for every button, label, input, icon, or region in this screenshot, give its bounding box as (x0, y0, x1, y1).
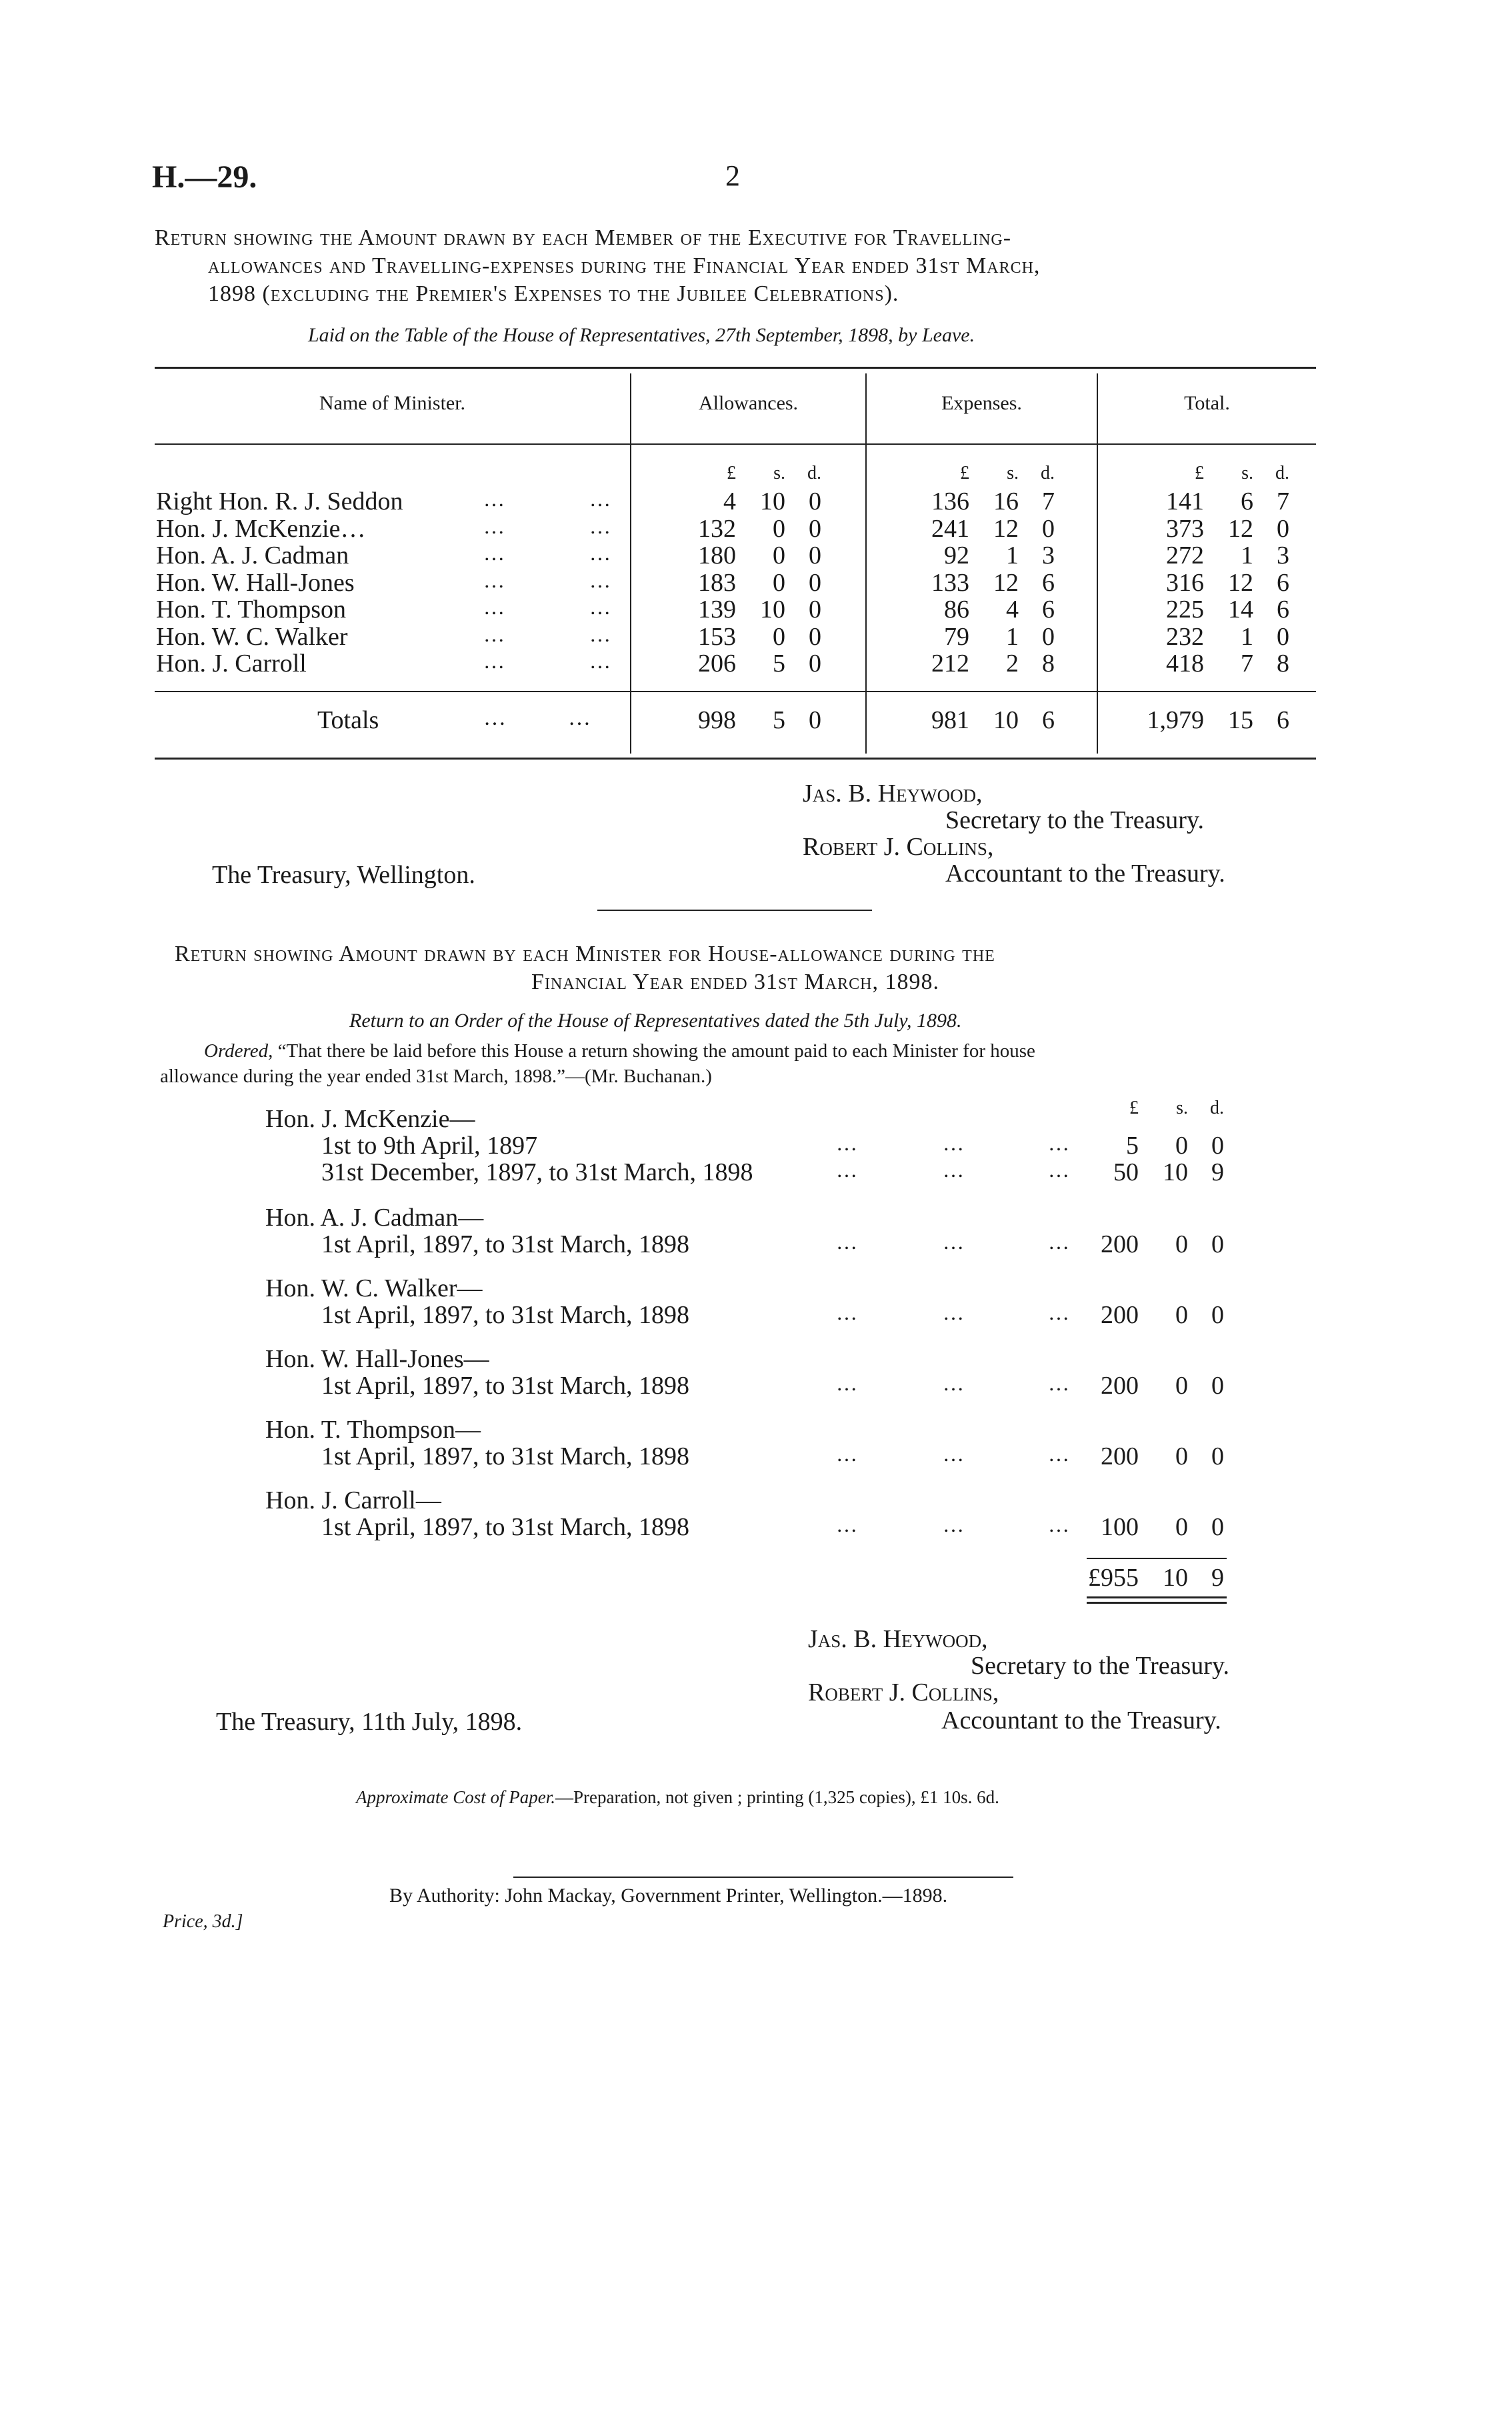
return2-ordered-line2: allowance during the year ended 31st March, 1898.”—(Mr. Buchanan.) (160, 1066, 712, 1087)
row-total-shillings: 12 (1228, 569, 1253, 597)
leader-dots: … (589, 595, 615, 619)
row-total-pounds: 272 (1166, 541, 1204, 569)
leader-dots: … (943, 1131, 968, 1155)
return1-title-line2: allowances and Travelling-expenses during the Financial Year ended 31st March, (208, 253, 1041, 278)
minister-name: Hon. W. C. Walker (156, 623, 348, 651)
house-amount-pounds: 200 (1101, 1230, 1139, 1258)
leader-dots: … (483, 649, 509, 673)
return1-sig1-name: Jas. B. Heywood, (803, 780, 983, 808)
house-allowance-double-rule-1 (1087, 1596, 1227, 1598)
house-period: 31st December, 1897, to 31st March, 1898 (321, 1158, 753, 1186)
expense-pence: 7 (1042, 487, 1055, 515)
price: Price, 3d.] (163, 1911, 243, 1932)
return2-place: The Treasury, 11th July, 1898. (216, 1708, 523, 1736)
row-total-shillings: 12 (1228, 515, 1253, 543)
leader-dots: … (836, 1512, 861, 1536)
allowance-shillings: 5 (773, 650, 785, 678)
minister-name: Hon. T. Thompson (156, 595, 347, 624)
expense-pounds: 212 (931, 650, 969, 678)
expense-pounds: 133 (931, 569, 969, 597)
leader-dots: … (1048, 1300, 1073, 1324)
leader-dots: … (836, 1442, 861, 1466)
row-total-shillings: 7 (1241, 650, 1253, 678)
leader-dots: … (589, 622, 615, 646)
expense-pounds: 86 (944, 595, 969, 624)
page-number: 2 (725, 159, 740, 192)
leader-dots: … (836, 1131, 861, 1155)
expense-shillings: 1 (1006, 541, 1019, 569)
allowance-pounds: 132 (698, 515, 736, 543)
expense-pence: 0 (1042, 515, 1055, 543)
leader-dots: … (836, 1158, 861, 1182)
expense-shillings: 2 (1006, 650, 1019, 678)
table-col-divider-1 (630, 373, 631, 754)
house-amount-pence: 0 (1211, 1132, 1224, 1160)
house-unit-shillings: s. (1176, 1098, 1188, 1118)
leader-dots: … (483, 568, 509, 592)
house-amount-pence: 0 (1211, 1372, 1224, 1400)
allowance-shillings: 0 (773, 541, 785, 569)
expense-pence: 8 (1042, 650, 1055, 678)
house-amount-shillings: 0 (1175, 1301, 1188, 1329)
house-amount-pounds: 200 (1101, 1442, 1139, 1470)
leader-dots: … (1048, 1442, 1073, 1466)
expense-pounds: 241 (931, 515, 969, 543)
leader-dots: … (943, 1300, 968, 1324)
leader-dots: … (589, 514, 615, 538)
return1-title-line3: 1898 (excluding the Premier's Expenses to the Jubilee Celebrations). (208, 281, 899, 306)
allowance-pounds: 4 (723, 487, 736, 515)
return1-place: The Treasury, Wellington. (212, 861, 475, 889)
house-period: 1st April, 1897, to 31st March, 1898 (321, 1301, 690, 1329)
leader-dots: … (943, 1512, 968, 1536)
leader-dots: … (1048, 1230, 1073, 1254)
leader-dots: … (1048, 1512, 1073, 1536)
row-total-pounds: 141 (1166, 487, 1204, 515)
leader-dots: … (1048, 1371, 1073, 1395)
house-period: 1st April, 1897, to 31st March, 1898 (321, 1230, 690, 1258)
return2-sig1-name: Jas. B. Heywood, (808, 1625, 988, 1653)
expense-shillings: 16 (993, 487, 1019, 515)
minister-name: Hon. J. McKenzie… (156, 515, 366, 543)
expenses-unit-shillings: s. (1007, 463, 1019, 483)
leader-dots: … (1048, 1131, 1073, 1155)
house-amount-pence: 0 (1211, 1442, 1224, 1470)
house-minister-name: Hon. J. Carroll— (265, 1486, 441, 1514)
row-total-pence: 0 (1277, 515, 1289, 543)
allowance-pence: 0 (809, 541, 821, 569)
totals-expenses-shillings: 10 (993, 706, 1019, 734)
leader-dots: … (483, 541, 509, 565)
house-amount-shillings: 0 (1175, 1230, 1188, 1258)
allowance-pounds: 153 (698, 623, 736, 651)
leader-dots: … (589, 541, 615, 565)
total-unit-pounds: £ (1195, 463, 1204, 483)
allowances-unit-pounds: £ (727, 463, 736, 483)
house-amount-shillings: 0 (1175, 1372, 1188, 1400)
leader-dots: … (1048, 1158, 1073, 1182)
leader-dots: … (836, 1300, 861, 1324)
printer-authority: By Authority: John Mackay, Government Printer, Wellington.—1898. (389, 1885, 948, 1907)
allowance-pence: 0 (809, 623, 821, 651)
row-total-pounds: 316 (1166, 569, 1204, 597)
leader-dots: … (589, 568, 615, 592)
house-unit-pence: d. (1210, 1098, 1224, 1118)
house-minister-name: Hon. W. C. Walker— (265, 1274, 483, 1302)
totals-grand-pounds: 1,979 (1147, 706, 1204, 734)
house-unit-pounds: £ (1129, 1098, 1139, 1118)
house-amount-pence: 0 (1211, 1230, 1224, 1258)
house-grand-total-shillings: 10 (1163, 1564, 1188, 1592)
row-total-pounds: 373 (1166, 515, 1204, 543)
expense-pence: 0 (1042, 623, 1055, 651)
house-amount-pounds: 200 (1101, 1301, 1139, 1329)
house-amount-pence: 0 (1211, 1513, 1224, 1541)
row-total-pence: 6 (1277, 569, 1289, 597)
house-period: 1st April, 1897, to 31st March, 1898 (321, 1513, 690, 1541)
return2-title-line2: Financial Year ended 31st March, 1898. (531, 970, 939, 994)
totals-grand-pence: 6 (1277, 706, 1289, 734)
return1-laid-note: Laid on the Table of the House of Representatives, 27th September, 1898, by Leave. (308, 324, 975, 346)
allowance-pence: 0 (809, 650, 821, 678)
minister-name: Hon. W. Hall-Jones (156, 569, 355, 597)
row-total-pounds: 225 (1166, 595, 1204, 624)
minister-name: Right Hon. R. J. Seddon (156, 487, 403, 515)
house-amount-pounds: 5 (1126, 1132, 1139, 1160)
house-amount-pounds: 50 (1113, 1158, 1139, 1186)
header-expenses: Expenses. (941, 392, 1022, 414)
leader-dots: … (943, 1371, 968, 1395)
allowance-shillings: 0 (773, 569, 785, 597)
return2-ordered-line1 (204, 1040, 1035, 1062)
document-reference: H.—29. (152, 159, 257, 195)
expense-pounds: 79 (944, 623, 969, 651)
row-total-pence: 7 (1277, 487, 1289, 515)
row-total-pence: 8 (1277, 650, 1289, 678)
table-col-divider-2 (865, 373, 867, 754)
allowance-pence: 0 (809, 569, 821, 597)
leader-dots: … (589, 487, 615, 511)
allowance-pounds: 206 (698, 650, 736, 678)
expense-pence: 6 (1042, 595, 1055, 624)
allowance-shillings: 0 (773, 623, 785, 651)
house-period: 1st April, 1897, to 31st March, 1898 (321, 1442, 690, 1470)
expenses-unit-pence: d. (1041, 463, 1055, 483)
leader-dots: … (483, 595, 509, 619)
ordered-label: Ordered, (204, 1040, 273, 1062)
leader-dots: … (483, 514, 509, 538)
row-total-shillings: 1 (1241, 541, 1253, 569)
totals-grand-shillings: 15 (1228, 706, 1253, 734)
ordered-text1: “That there be laid before this House a return showing the amount paid to each Minister for house (277, 1040, 1035, 1062)
allowances-unit-pence: d. (807, 463, 821, 483)
allowance-shillings: 10 (760, 487, 785, 515)
return1-sig2-title: Accountant to the Treasury. (945, 860, 1225, 888)
table-col-divider-3 (1097, 373, 1098, 754)
leader-dots: … (483, 622, 509, 646)
cost-label: Approximate Cost of Paper. (356, 1787, 555, 1807)
house-amount-shillings: 0 (1175, 1442, 1188, 1470)
return1-title-line1: Return showing the Amount drawn by each Member of the Executive for Travelling- (155, 225, 1012, 250)
allowance-shillings: 0 (773, 515, 785, 543)
return1-sig2-name: Robert J. Collins, (803, 833, 994, 861)
allowance-pence: 0 (809, 595, 821, 624)
leader-dots: … (943, 1442, 968, 1466)
totals-expenses-pounds: 981 (931, 706, 969, 734)
house-period: 1st to 9th April, 1897 (321, 1132, 538, 1160)
table-top-rule (155, 367, 1316, 369)
table-header-rule (155, 443, 1316, 445)
expense-shillings: 12 (993, 515, 1019, 543)
totals-allowances-pounds: 998 (698, 706, 736, 734)
house-minister-name: Hon. T. Thompson— (265, 1416, 481, 1444)
leader-dots: … (943, 1158, 968, 1182)
header-allowances: Allowances. (698, 392, 799, 414)
expense-pounds: 136 (931, 487, 969, 515)
house-period: 1st April, 1897, to 31st March, 1898 (321, 1372, 690, 1400)
house-amount-shillings: 10 (1163, 1158, 1188, 1186)
allowance-pence: 0 (809, 487, 821, 515)
row-total-shillings: 1 (1241, 623, 1253, 651)
row-total-pence: 6 (1277, 595, 1289, 624)
table-bottom-rule (155, 758, 1316, 760)
leader-dots: … (836, 1371, 861, 1395)
footer-rule (513, 1877, 1013, 1878)
house-amount-shillings: 0 (1175, 1132, 1188, 1160)
row-total-pence: 0 (1277, 623, 1289, 651)
house-minister-name: Hon. A. J. Cadman— (265, 1204, 484, 1232)
row-total-pence: 3 (1277, 541, 1289, 569)
leader-dots: … (943, 1230, 968, 1254)
house-minister-name: Hon. W. Hall-Jones— (265, 1345, 489, 1373)
house-amount-pounds: 100 (1101, 1513, 1139, 1541)
allowances-unit-shillings: s. (773, 463, 785, 483)
return1-sig1-title: Secretary to the Treasury. (945, 806, 1204, 834)
totals-label: Totals (317, 706, 379, 734)
totals-allowances-pence: 0 (809, 706, 821, 734)
section-divider (597, 910, 872, 911)
row-total-shillings: 14 (1228, 595, 1253, 624)
expense-shillings: 1 (1006, 623, 1019, 651)
leader-dots: … (836, 1230, 861, 1254)
house-amount-shillings: 0 (1175, 1513, 1188, 1541)
expense-shillings: 4 (1006, 595, 1019, 624)
house-amount-pence: 0 (1211, 1301, 1224, 1329)
table-totals-rule (155, 691, 1316, 692)
cost-text: —Preparation, not given ; printing (1,325 copies), £1 10s. 6d. (555, 1787, 999, 1807)
total-unit-shillings: s. (1241, 463, 1253, 483)
house-grand-total-pence: 9 (1211, 1564, 1224, 1592)
allowance-pounds: 139 (698, 595, 736, 624)
total-unit-pence: d. (1275, 463, 1289, 483)
return2-sig1-title: Secretary to the Treasury. (971, 1652, 1229, 1680)
return2-sig2-title: Accountant to the Treasury. (941, 1706, 1221, 1734)
return2-title-line1: Return showing Amount drawn by each Minister for House-allowance during the (175, 942, 995, 966)
house-amount-pounds: 200 (1101, 1372, 1139, 1400)
expense-pounds: 92 (944, 541, 969, 569)
house-allowance-sum-rule (1087, 1558, 1227, 1559)
totals-expenses-pence: 6 (1042, 706, 1055, 734)
cost-of-paper (356, 1787, 999, 1808)
expense-pence: 6 (1042, 569, 1055, 597)
house-allowance-double-rule-2 (1087, 1602, 1227, 1604)
row-total-shillings: 6 (1241, 487, 1253, 515)
minister-name: Hon. J. Carroll (156, 650, 307, 678)
return2-sig2-name: Robert J. Collins, (808, 1678, 999, 1706)
row-total-pounds: 418 (1166, 650, 1204, 678)
expense-pence: 3 (1042, 541, 1055, 569)
allowance-pounds: 183 (698, 569, 736, 597)
allowance-pounds: 180 (698, 541, 736, 569)
expense-shillings: 12 (993, 569, 1019, 597)
minister-name: Hon. A. J. Cadman (156, 541, 349, 569)
house-grand-total-pounds: £955 (1088, 1564, 1139, 1592)
header-total: Total. (1184, 392, 1230, 414)
header-name-of-minister: Name of Minister. (319, 392, 466, 414)
allowance-shillings: 10 (760, 595, 785, 624)
leader-dots: … (589, 649, 615, 673)
house-amount-pence: 9 (1211, 1158, 1224, 1186)
leader-dots: … (483, 487, 509, 511)
totals-leader-dots: … … (483, 706, 595, 730)
row-total-pounds: 232 (1166, 623, 1204, 651)
return2-order-note: Return to an Order of the House of Representatives dated the 5th July, 1898. (349, 1010, 962, 1032)
house-minister-name: Hon. J. McKenzie— (265, 1105, 475, 1133)
expenses-unit-pounds: £ (960, 463, 969, 483)
allowance-pence: 0 (809, 515, 821, 543)
totals-allowances-shillings: 5 (773, 706, 785, 734)
